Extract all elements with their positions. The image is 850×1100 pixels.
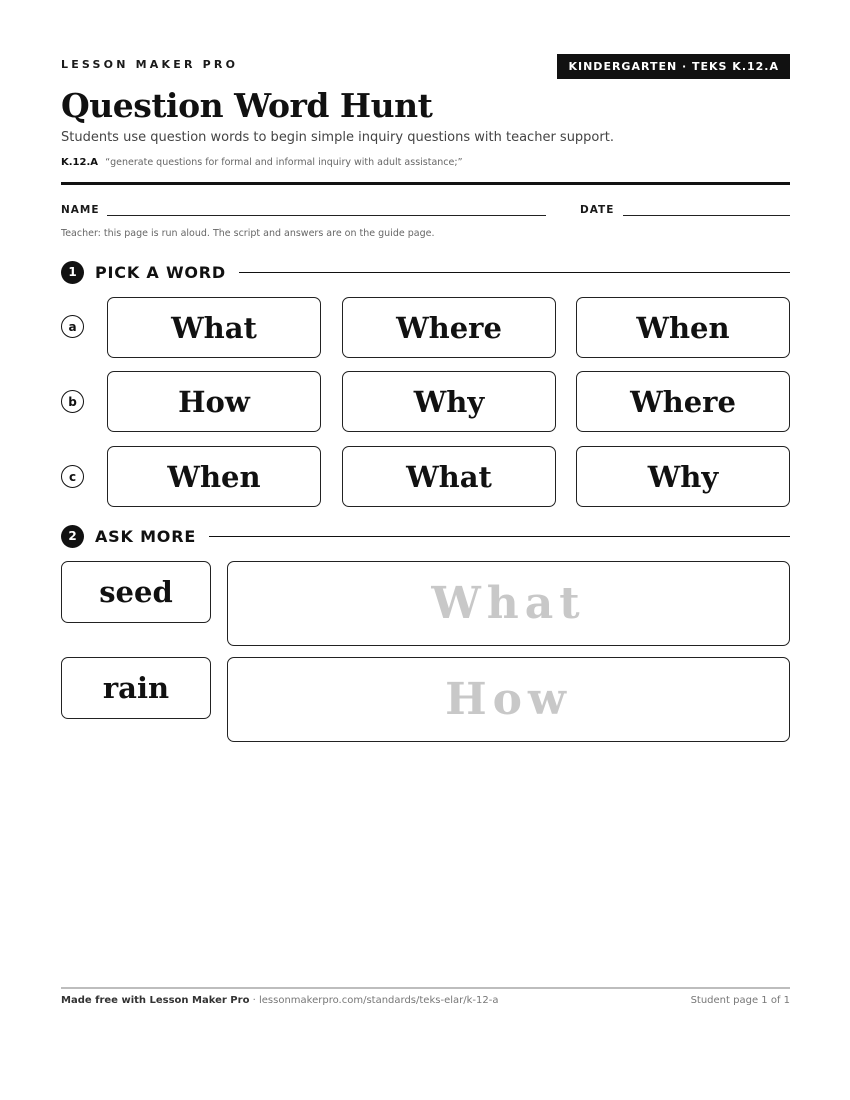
section-number-badge: 1 — [61, 261, 84, 284]
grade-standard-badge: KINDERGARTEN · TEKS K.12.A — [557, 54, 790, 79]
topic-card-seed: seed — [61, 561, 211, 623]
row-letter-b: b — [61, 390, 84, 413]
word-card[interactable]: Where — [576, 371, 790, 432]
word-card[interactable]: Why — [576, 446, 790, 507]
word-card[interactable]: Where — [342, 297, 556, 358]
date-field[interactable] — [623, 215, 790, 216]
word-card[interactable]: When — [576, 297, 790, 358]
brand-name: LESSON MAKER PRO — [61, 58, 239, 71]
answer-box[interactable] — [227, 657, 790, 742]
page-subtitle: Students use question words to begin simple inquiry questions with teacher support. — [61, 130, 614, 145]
name-field[interactable] — [107, 215, 546, 216]
page-title: Question Word Hunt — [61, 86, 433, 125]
standard-line — [61, 157, 463, 168]
word-card[interactable]: What — [342, 446, 556, 507]
section-title: PICK A WORD — [95, 262, 226, 282]
section-ask-more-header — [61, 524, 790, 548]
row-letter-a: a — [61, 315, 84, 338]
footer-made-with: Made free with Lesson Maker Pro — [61, 995, 250, 1006]
word-card[interactable]: When — [107, 446, 321, 507]
standard-code: K.12.A — [61, 157, 99, 168]
section-title: ASK MORE — [95, 526, 197, 546]
answer-box[interactable] — [227, 561, 790, 646]
header-divider — [61, 182, 790, 185]
answer-prompt-word: How — [445, 674, 572, 725]
footer-separator: · — [249, 995, 259, 1006]
teacher-note: Teacher: this page is run aloud. The script and answers are on the guide page. — [61, 228, 435, 239]
name-label: NAME — [61, 204, 100, 216]
footer-credit — [61, 995, 498, 1006]
section-pick-a-word-header — [61, 260, 790, 284]
footer-url-link[interactable]: lessonmakerpro.com/standards/teks-elar/k-12-a — [258, 995, 499, 1006]
section-number-badge: 2 — [61, 525, 84, 548]
answer-prompt-word: What — [431, 578, 586, 629]
row-letter-c: c — [61, 465, 84, 488]
word-card[interactable]: What — [107, 297, 321, 358]
word-card[interactable]: How — [107, 371, 321, 432]
footer-page-number: Student page 1 of 1 — [690, 995, 790, 1006]
word-card[interactable]: Why — [342, 371, 556, 432]
topic-card-rain: rain — [61, 657, 211, 719]
date-label: DATE — [580, 204, 615, 216]
section-rule — [209, 536, 790, 537]
section-rule — [239, 272, 790, 273]
footer-divider — [61, 987, 790, 989]
worksheet-page — [61, 0, 790, 1100]
standard-quote: “generate questions for formal and informal inquiry with adult assistance;” — [105, 157, 463, 168]
